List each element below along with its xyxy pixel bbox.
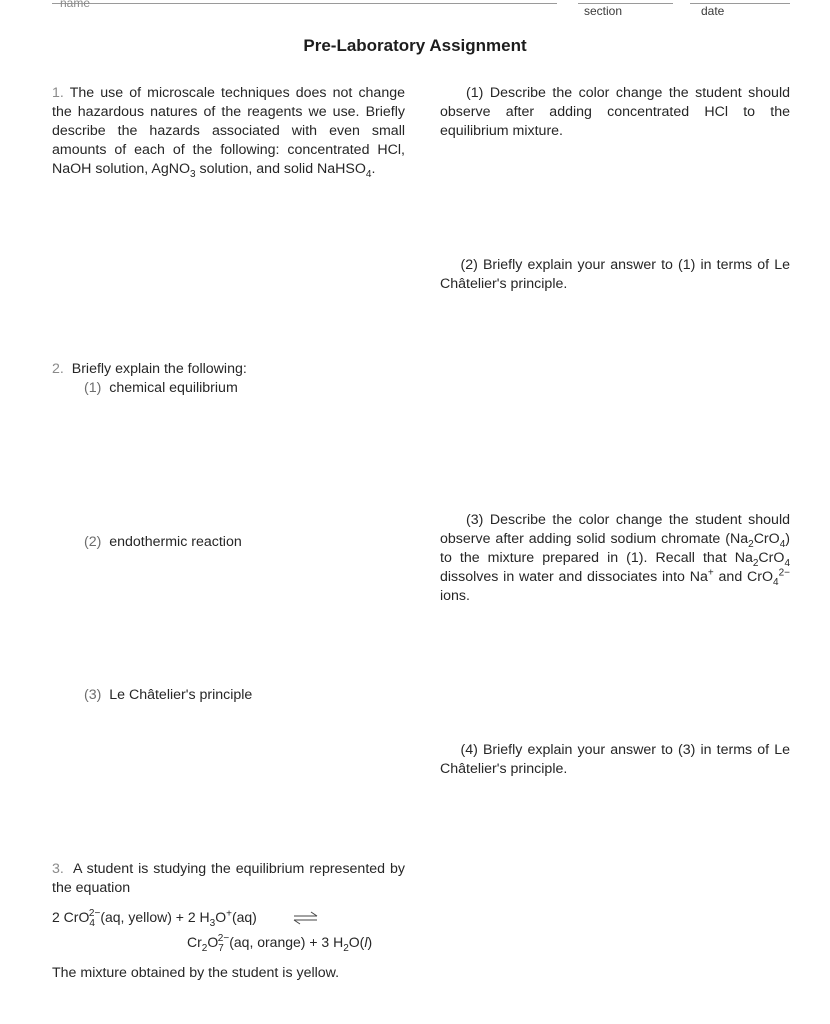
name-label: name (60, 0, 91, 10)
question-2-item-1 (84, 379, 238, 398)
right-part-1-text: Describe the color change the student should observe after adding concentrated HCl to the equilibrium mixture. (440, 85, 790, 139)
section-label: section (584, 4, 623, 18)
right-part-2-text: Briefly explain your answer to (1) in terms of Le Châtelier's principle. (440, 257, 790, 292)
question-2-item-3-label: (3) (84, 687, 102, 703)
right-part-4-label: (4) (460, 742, 478, 758)
question-2-item-3-text: Le Châtelier's principle (109, 687, 253, 703)
question-1 (52, 84, 405, 179)
question-2-number: 2. (52, 361, 64, 377)
equation-line-2: $Cr_2O_7^{2-}(aq$, orange) + 3 $H_2O(l)$ (187, 933, 373, 954)
right-part-3-label: (3) (466, 512, 484, 528)
question-2-item-2-text: endothermic reaction (109, 534, 242, 550)
right-part-3-text: Describe the color change the student should observe after adding solid sodium chromate $(Na_2CrO_4)$ to the mixture prepared in (1). Recall that $Na_2CrO_4$ dissolves in water and dissociates into Na+ and CrO$_4^{2-}$ ions. (440, 512, 791, 604)
right-part-1-label: (1) (466, 85, 484, 101)
right-part-2-label: (2) (460, 257, 478, 273)
question-2-item-1-label: (1) (84, 380, 102, 396)
page-title: Pre-Laboratory Assignment (303, 36, 527, 55)
equation-line-1: 2 CrO$_4^{2-}$(aq, yellow) + 2 $H_3O^+(aq)$ (52, 908, 257, 929)
question-2-item-2-label: (2) (84, 534, 102, 550)
right-part-2 (440, 256, 790, 294)
equilibrium-arrow-icon (293, 911, 319, 925)
right-part-4-text: Briefly explain your answer to (3) in terms of Le Châtelier's principle. (440, 742, 790, 777)
question-1-number: 1. (52, 85, 64, 101)
question-3 (52, 860, 405, 898)
right-part-1 (440, 84, 790, 141)
right-part-3 (440, 511, 790, 606)
question-2-intro: Briefly explain the following: (71, 361, 247, 377)
question-3-text: A student is studying the equilibrium represented by the equation (52, 861, 405, 896)
name-line (52, 3, 557, 4)
question-3-number: 3. (52, 861, 64, 877)
question-2 (52, 360, 405, 379)
question-2-item-1-text: chemical equilibrium (109, 380, 238, 396)
question-2-item-2 (84, 533, 242, 552)
question-1-text: The use of microscale techniques does not change the hazardous natures of the reagents we use. Briefly describe the hazards associated with even small amounts of each of the following: concentrated HCl, NaOH solution, AgNO$_3$ solution, and solid NaHSO$_4$. (52, 85, 405, 180)
right-part-4 (440, 741, 790, 779)
question-3-conclusion: The mixture obtained by the student is yellow. (52, 965, 340, 981)
date-label: date (701, 4, 725, 18)
question-2-item-3 (84, 686, 252, 705)
